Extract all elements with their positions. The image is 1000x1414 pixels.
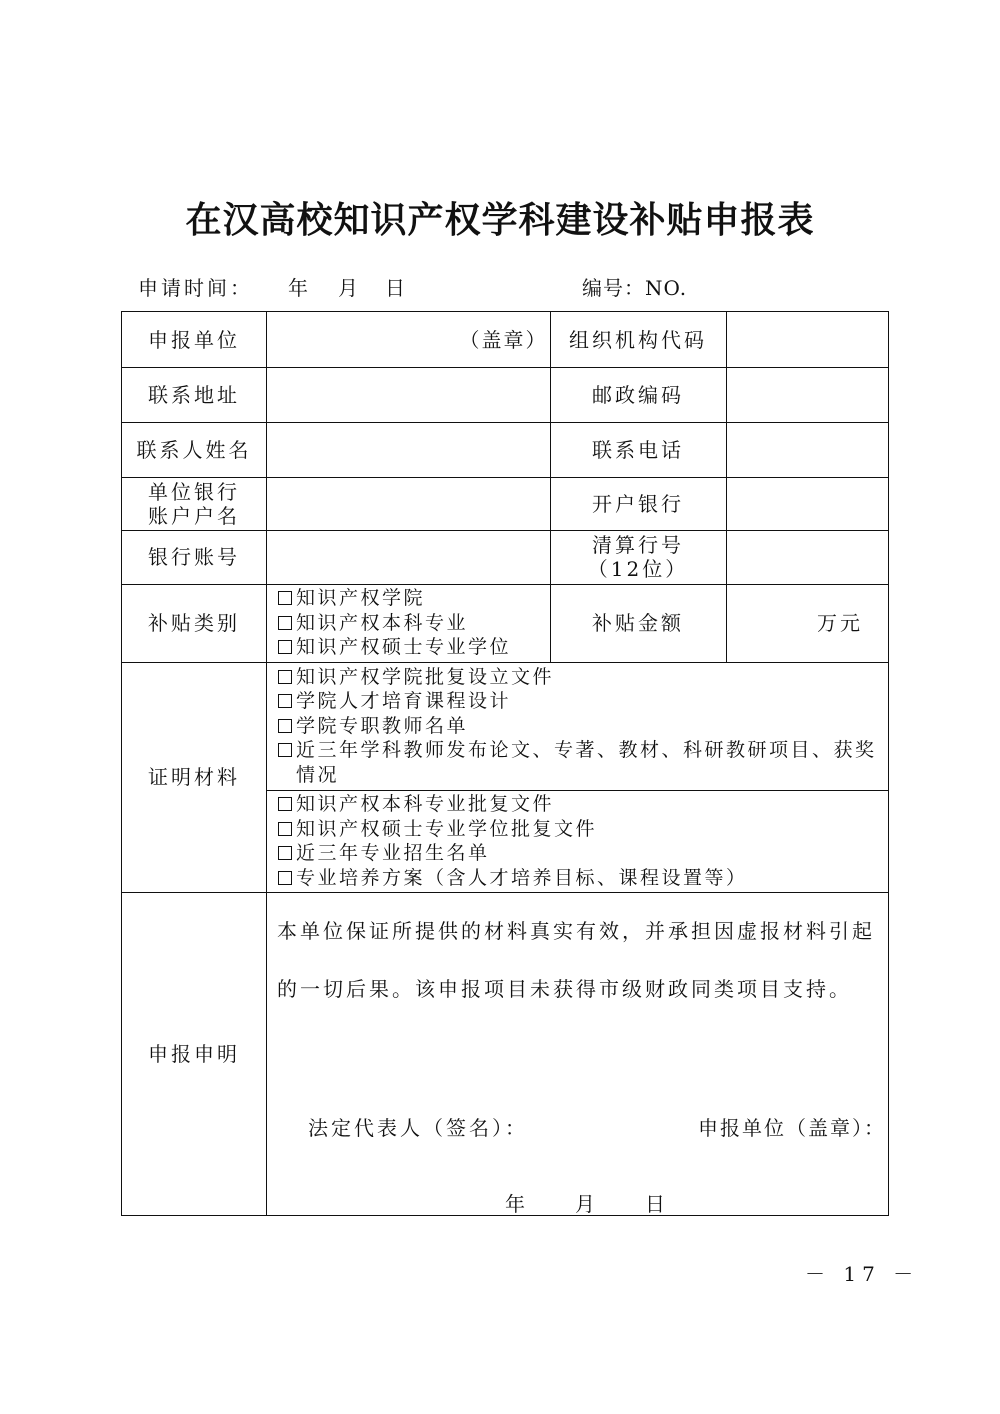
account-name-label-line2: 账户户名 — [148, 503, 240, 528]
checkbox-icon[interactable] — [278, 591, 292, 605]
applicant-unit-seal: 申报单位（盖章）： — [698, 1116, 886, 1140]
checkbox-icon[interactable] — [278, 871, 292, 885]
account-name-label — [122, 477, 266, 530]
legal-representative-signature: 法定代表人（签名）： — [308, 1116, 528, 1140]
material-option[interactable]: 知识产权本科专业批复文件 — [278, 792, 554, 817]
checkbox-icon[interactable] — [278, 694, 292, 708]
apply-year: 年 — [288, 276, 311, 300]
checkbox-icon[interactable] — [278, 822, 292, 836]
clearing-label-line2: （12位） — [587, 557, 689, 581]
materials-group-major — [278, 790, 882, 892]
postcode-label: 邮政编码 — [592, 382, 684, 407]
material-option[interactable]: 知识产权学院批复设立文件 — [278, 665, 554, 690]
apply-day: 日 — [385, 276, 408, 300]
material-option[interactable]: 专业培养方案（含人才培养目标、课程设置等） — [278, 866, 748, 891]
amount-unit: 万元 — [817, 611, 863, 635]
org-code-label: 组织机构代码 — [569, 327, 707, 352]
contact-name-label: 联系人姓名 — [136, 437, 252, 462]
account-number-label: 银行账号 — [148, 545, 240, 569]
material-option[interactable]: 学院人才培育课程设计 — [278, 689, 511, 714]
subsidy-option[interactable]: 知识产权硕士专业学位 — [278, 635, 511, 660]
number-label: 编号：NO. — [582, 276, 688, 300]
address-label: 联系地址 — [148, 382, 240, 407]
material-option[interactable]: 近三年专业招生名单 — [278, 841, 490, 866]
checkbox-icon[interactable] — [278, 846, 292, 860]
checkbox-icon[interactable] — [278, 743, 292, 757]
declaration-day: 日 — [645, 1192, 668, 1216]
subsidy-amount-label: 补贴金额 — [592, 611, 684, 635]
application-table — [121, 311, 889, 1216]
subsidy-option[interactable]: 知识产权本科专业 — [278, 611, 468, 636]
checkbox-icon[interactable] — [278, 616, 292, 630]
material-option[interactable]: 学院专职教师名单 — [278, 714, 468, 739]
declaration-label: 申报申明 — [148, 1041, 240, 1066]
materials-label: 证明材料 — [148, 765, 240, 789]
material-option[interactable]: 近三年学科教师发布论文、专著、教材、科研教研项目、获奖情况 — [278, 738, 882, 787]
declaration-month: 月 — [575, 1192, 598, 1216]
unit-stamp-note: （盖章） — [459, 327, 548, 352]
page-number: － 17 － — [805, 1262, 920, 1286]
subsidy-type-options — [278, 584, 550, 662]
clearing-label-line1: 清算行号 — [592, 533, 684, 557]
checkbox-icon[interactable] — [278, 640, 292, 654]
clearing-number-label — [550, 530, 726, 584]
checkbox-icon[interactable] — [278, 719, 292, 733]
apply-month: 月 — [338, 276, 361, 300]
checkbox-icon[interactable] — [278, 797, 292, 811]
unit-label: 申报单位 — [148, 327, 240, 352]
apply-time-label: 申请时间： — [138, 276, 253, 300]
declaration-text: 本单位保证所提供的材料真实有效，并承担因虚报材料引起的一切后果。该申报项目未获得市级财政同类项目支持。 — [277, 919, 875, 1001]
declaration-section — [122, 892, 888, 1215]
declaration-year: 年 — [505, 1192, 528, 1216]
materials-group-college — [278, 662, 882, 790]
subsidy-type-label: 补贴类别 — [148, 611, 240, 635]
account-name-label-line1: 单位银行 — [148, 479, 240, 504]
material-option[interactable]: 知识产权硕士专业学位批复文件 — [278, 817, 597, 842]
form-title: 在汉高校知识产权学科建设补贴申报表 — [185, 200, 815, 241]
checkbox-icon[interactable] — [278, 670, 292, 684]
bank-label: 开户银行 — [592, 491, 684, 516]
phone-label: 联系电话 — [592, 437, 684, 462]
subsidy-option[interactable]: 知识产权学院 — [278, 586, 425, 611]
